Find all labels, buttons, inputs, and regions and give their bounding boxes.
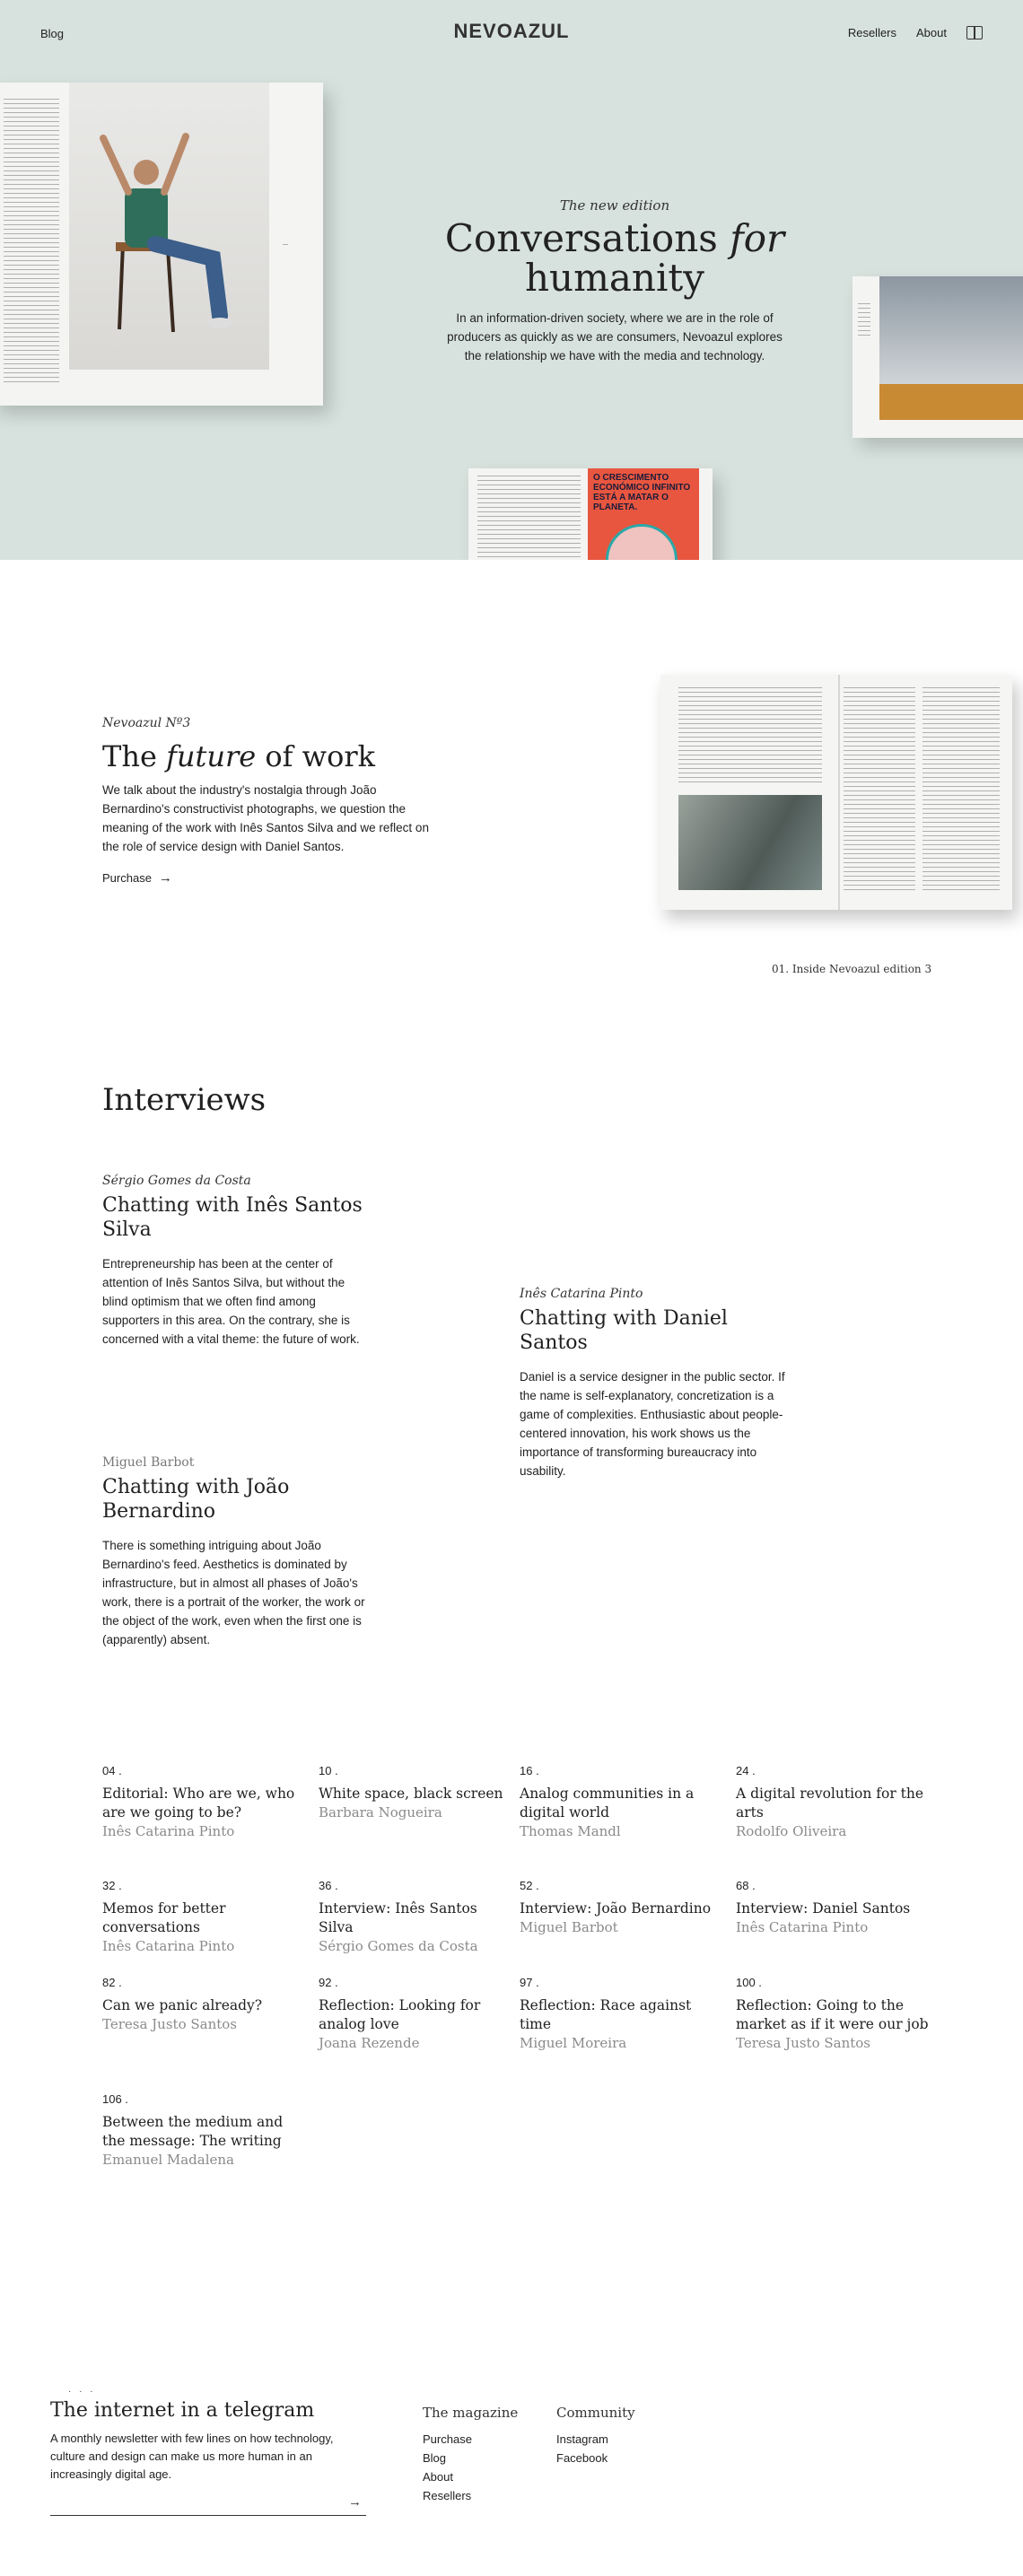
purchase-link[interactable]: Purchase →	[102, 870, 172, 886]
interview-excerpt: There is something intriguing about João Bernardino's feed. Aesthetics is dominated by infrastructure, but in almost all phases of João's work, there is a portrait of the worker, the work or the object of the work, even when the first one is (apparently) absent.	[102, 1539, 365, 1646]
interview-card[interactable]	[520, 1287, 789, 1480]
index-item[interactable]: 24 . A digital revolution for the arts Rodolfo Oliveira	[736, 1764, 924, 1839]
nav-blog-link[interactable]: Blog	[40, 27, 65, 40]
feature-text	[102, 716, 443, 886]
magazine-image-bottom	[468, 468, 713, 560]
book-icon[interactable]	[966, 25, 983, 39]
index-item[interactable]: 52 . Interview: João Bernardino Miguel Barbot	[520, 1879, 712, 1935]
footer-link-resellers[interactable]: Resellers	[423, 2489, 472, 2502]
magazine-photo	[69, 83, 269, 370]
index-item[interactable]: 106 . Between the medium and the message: The writing Emanuel Madalena	[102, 2092, 284, 2168]
index-item[interactable]: 68 . Interview: Daniel Santos Inês Catarina Pinto	[736, 1879, 911, 1935]
arrow-right-icon: →	[158, 870, 172, 886]
interview-title[interactable]: Chatting with João Bernardino	[102, 1476, 290, 1523]
newsletter-submit-arrow-icon[interactable]: →	[348, 2494, 362, 2510]
interview-author: Inês Catarina Pinto	[520, 1287, 643, 1301]
magazine-spread-image	[660, 675, 1012, 910]
footer-link-blog[interactable]: Blog	[423, 2451, 447, 2465]
index-item[interactable]: 100 . Reflection: Going to the market as if it were our job Teresa Justo Santos	[736, 1976, 929, 2051]
hero-subtitle: In an information-driven society, where we are in the role of producers as quickly as we are consumers, Nevoazul explores the relationship we have with the media and technology.	[447, 311, 783, 362]
feature-title: The future of work	[102, 739, 376, 773]
hero-kicker: The new edition	[559, 197, 670, 214]
interview-title[interactable]: Chatting with Daniel Santos	[520, 1307, 728, 1354]
footer-magazine-heading: The magazine	[423, 2405, 519, 2421]
newsletter-title: The internet in a telegram	[50, 2399, 315, 2422]
feature-description: We talk about the industry's nostalgia through João Bernardino's constructivist photographs, we question the meaning of the work with Inês Santos Silva and we reflect on the role of service design with Daniel Santos.	[102, 783, 429, 853]
spread-caption: 01. Inside Nevoazul edition 3	[772, 963, 932, 975]
interview-excerpt: Entrepreneurship has been at the center of attention of Inês Santos Silva, but without the blind optimism that we often find among supporters in this area. On the contrary, she is concerned with a vital theme: the future of work.	[102, 1257, 360, 1346]
index-item[interactable]: 36 . Interview: Inês Santos Silva Sérgio Gomes da Costa	[319, 1879, 478, 1954]
interview-card[interactable]	[102, 1174, 372, 1349]
nav-resellers-link[interactable]: Resellers	[847, 25, 897, 39]
interview-excerpt: Daniel is a service designer in the public sector. If the name is self-explanatory, concretization is a game of complexities. Enthusiastic about people-centered innovation, his work shows us the importance of transforming bureaucracy into usability.	[520, 1370, 785, 1478]
newsletter-description: A monthly newsletter with few lines on how technology, culture and design can make us more human in an increasingly digital age.	[50, 2432, 334, 2481]
footer-link-purchase[interactable]: Purchase	[423, 2432, 472, 2446]
index-item[interactable]: 16 . Analog communities in a digital world Thomas Mandl	[520, 1764, 695, 1839]
index-item[interactable]: 97 . Reflection: Race against time Miguel Moreira	[520, 1976, 692, 2051]
footer-magazine-column	[423, 2405, 518, 2505]
magazine-image-left	[0, 83, 323, 406]
index-item[interactable]: 04 . Editorial: Who are we, who are we going to be? Inês Catarina Pinto	[102, 1764, 295, 1839]
footer-link-facebook[interactable]: Facebook	[556, 2451, 608, 2465]
magazine-image-right	[852, 276, 1023, 438]
index-item[interactable]: 82 . Can we panic already? Teresa Justo Santos	[102, 1976, 263, 2032]
index-item[interactable]: 10 . White space, black screen Barbara Nogueira	[319, 1764, 503, 1821]
nav-about-link[interactable]: About	[916, 25, 947, 39]
interview-author: Miguel Barbot	[102, 1455, 195, 1470]
hero-content	[444, 197, 785, 365]
feature-kicker: Nevoazul Nº3	[102, 716, 191, 730]
interviews-title: Interviews	[102, 1082, 267, 1118]
index-item[interactable]: 32 . Memos for better conversations Inês Catarina Pinto	[102, 1879, 235, 1954]
hero-title: Conversations for humanity	[444, 216, 785, 300]
interview-author: Sérgio Gomes da Costa	[102, 1174, 251, 1188]
nav-right	[848, 25, 983, 39]
hero-section	[0, 0, 1023, 560]
dots-decoration: · · ·	[68, 2387, 96, 2397]
footer-community-heading: Community	[556, 2405, 635, 2421]
footer-link-about[interactable]: About	[423, 2470, 453, 2484]
index-item[interactable]: 92 . Reflection: Looking for analog love Joana Rezende	[319, 1976, 481, 2051]
interview-card[interactable]	[102, 1455, 372, 1649]
brand-logo[interactable]: NEVOAZUL	[453, 20, 570, 42]
footer-link-instagram[interactable]: Instagram	[556, 2432, 608, 2446]
newsletter-email-input[interactable]	[50, 2485, 366, 2516]
interview-title[interactable]: Chatting with Inês Santos Silva	[102, 1194, 363, 1241]
seated-man-illustration	[69, 83, 269, 370]
footer-community-column	[556, 2405, 635, 2467]
magazine-poster: O CRESCIMENTO ECONÓMICO INFINITO ESTÁ A MATAR O PLANETA.	[588, 468, 699, 560]
